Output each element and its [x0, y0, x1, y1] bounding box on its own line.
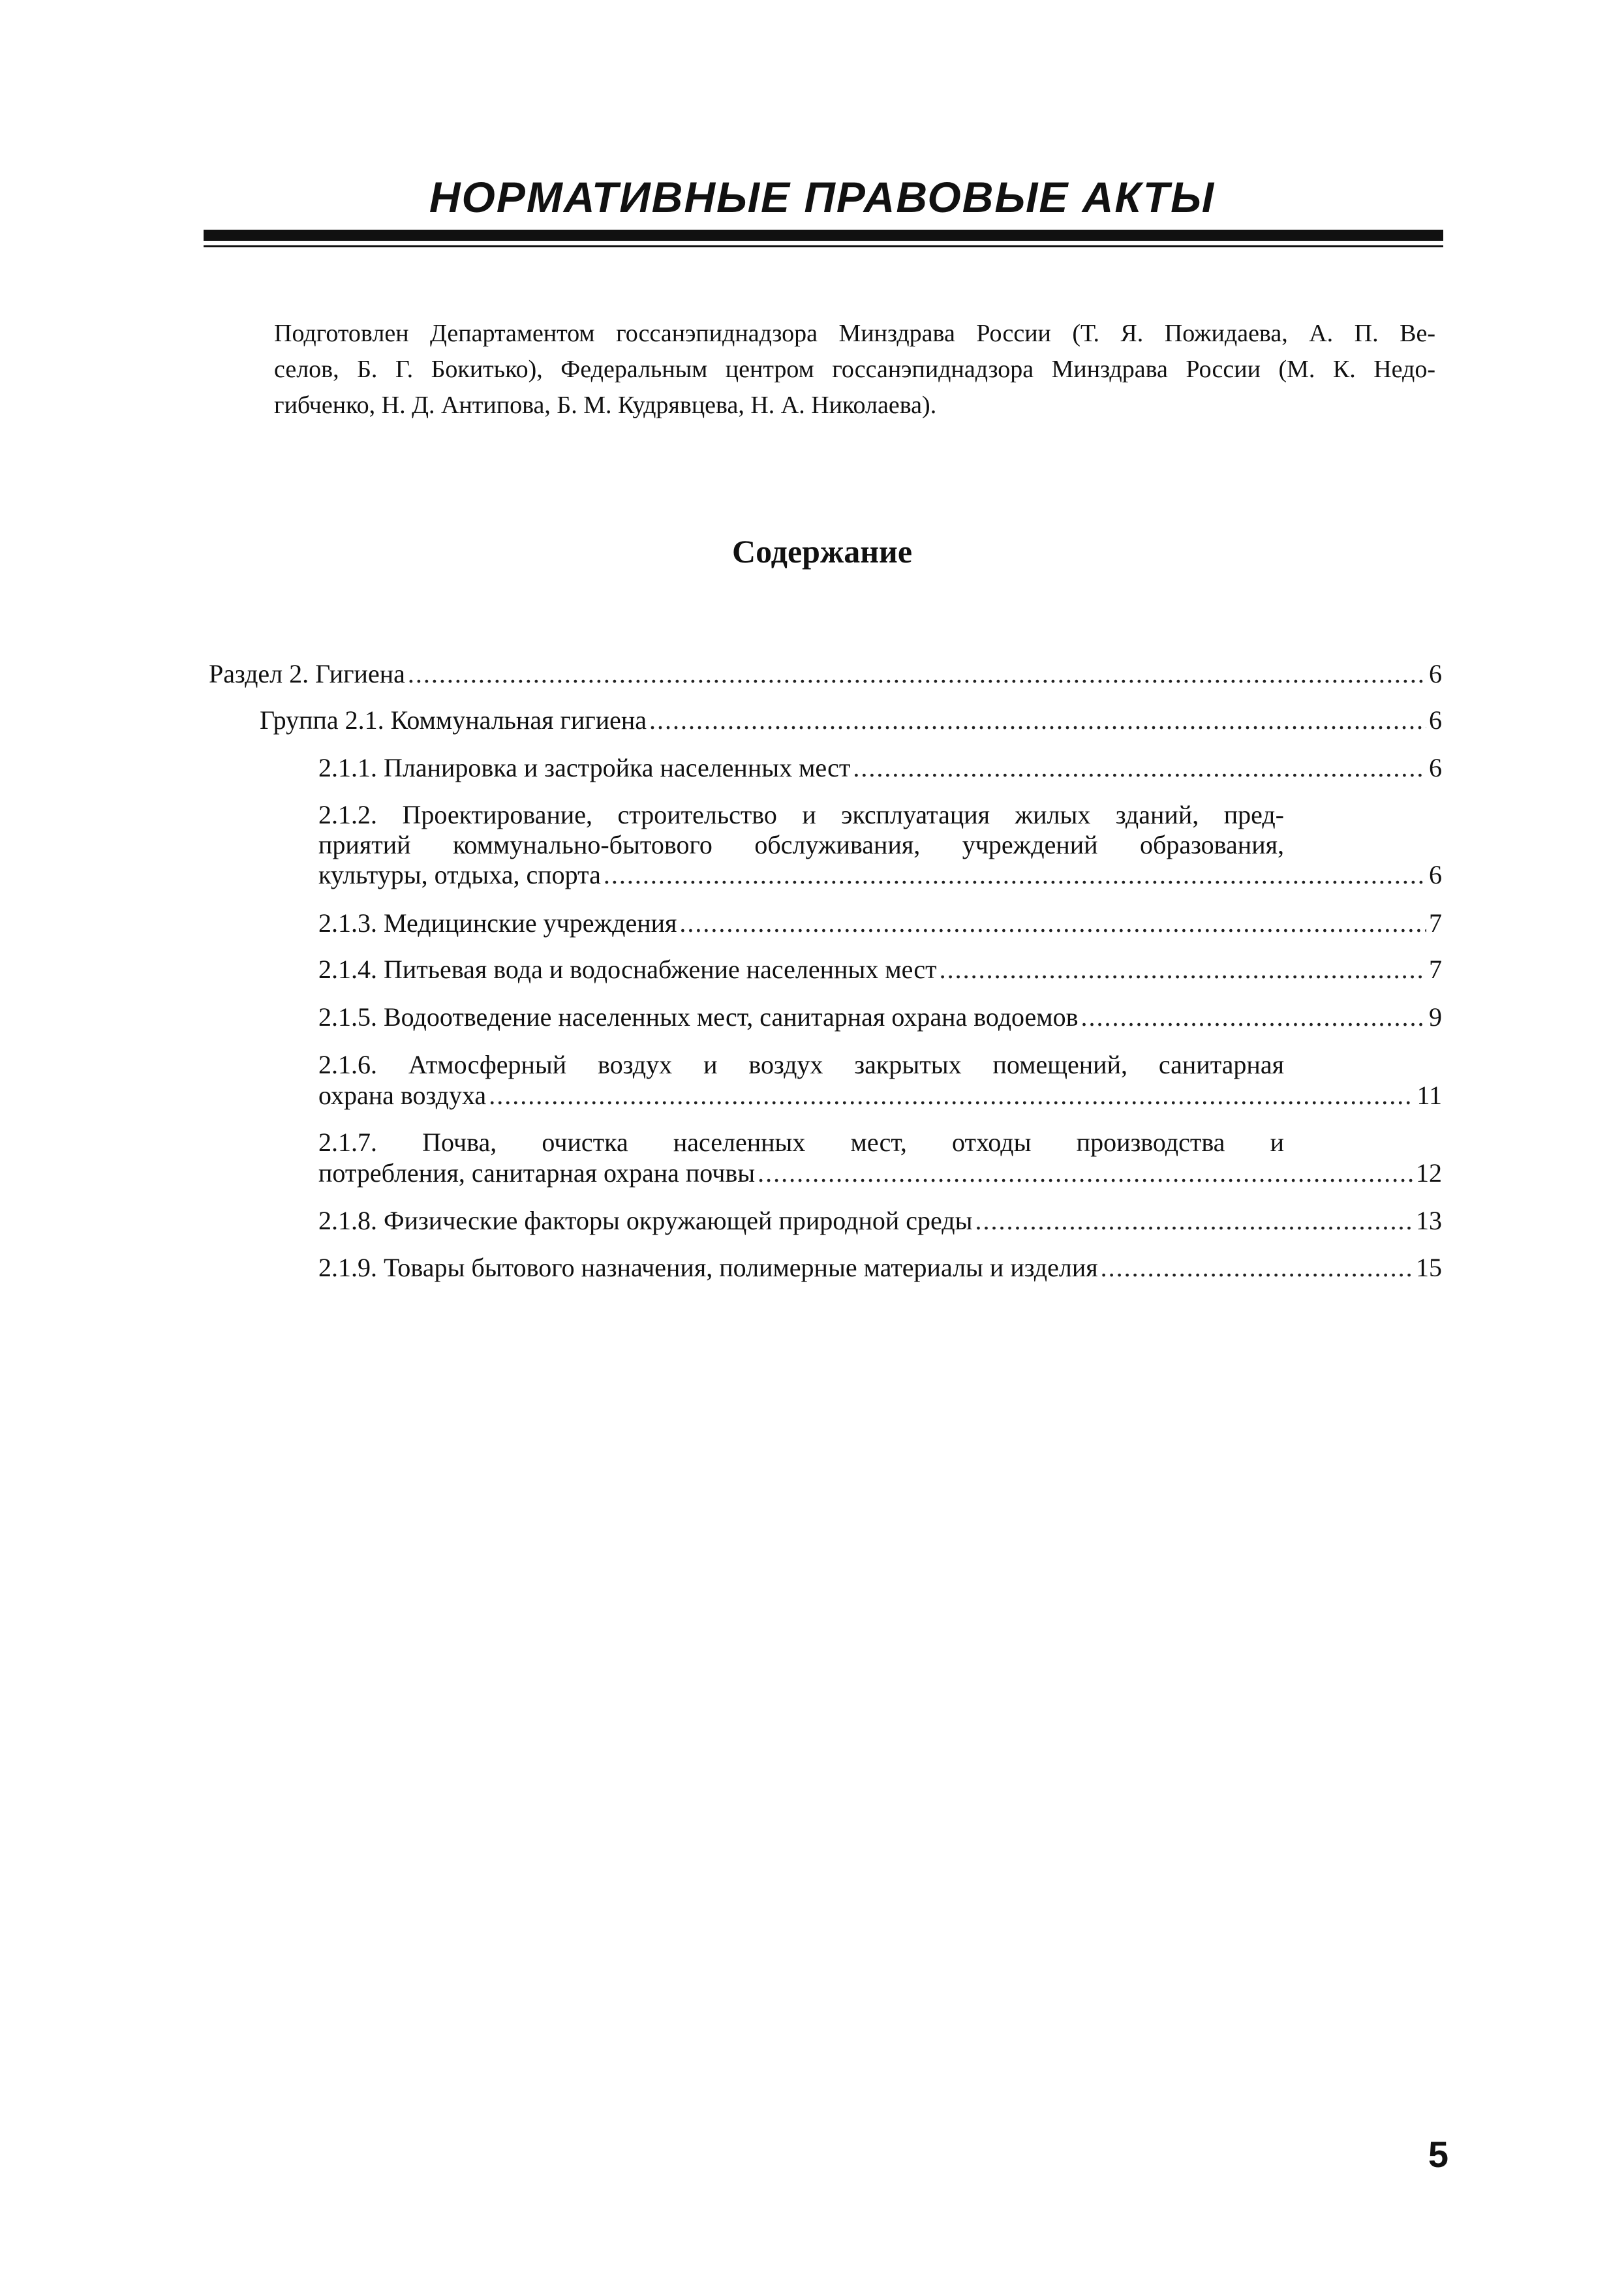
toc-leader-dots: [853, 753, 1426, 783]
toc-entry[interactable]: [318, 908, 1442, 938]
toc-entry-label: потребления, санитарная охрана почвы: [318, 1158, 756, 1188]
toc-entry-page: 11: [1417, 1081, 1442, 1110]
toc-entry[interactable]: [318, 1002, 1442, 1032]
prepared-by-line: гибченко, Н. Д. Антипова, Б. М. Кудрявцева, Н. А. Николаева).: [274, 392, 937, 419]
toc-leader-dots: [940, 955, 1426, 985]
toc-entry-label: Группа 2.1. Коммунальная гигиена: [260, 705, 647, 735]
toc-entry-label: 2.1.4. Питьевая вода и водоснабжение населенных мест: [318, 955, 937, 984]
toc-leader-dots: [758, 1158, 1413, 1188]
toc-leader-dots: [604, 860, 1426, 890]
toc-entry-page: 13: [1416, 1206, 1442, 1235]
toc-leader-dots: [649, 705, 1426, 735]
section-header-title: НОРМАТИВНЫЕ ПРАВОВЫЕ АКТЫ: [429, 173, 1216, 221]
toc-entry-label: охрана воздуха: [318, 1081, 487, 1110]
toc-entry-continued-line: 2.1.2. Проектирование, строительство и эксплуатация жилых зданий, пред-: [318, 800, 1284, 829]
contents-heading: Содержание: [731, 533, 913, 570]
toc-entry-continued-line: 2.1.7. Почва, очистка населенных мест, отходы производства и: [318, 1128, 1284, 1157]
toc-entry[interactable]: [318, 1158, 1442, 1188]
toc-entry-page: 6: [1429, 705, 1442, 735]
toc-entry-label: Раздел 2. Гигиена: [209, 659, 405, 688]
prepared-by-paragraph: [274, 316, 1435, 423]
toc-entry-continued-line: 2.1.6. Атмосферный воздух и воздух закрытых помещений, санитарная: [318, 1050, 1284, 1079]
toc-entry-label: 2.1.9. Товары бытового назначения, полимерные материалы и изделия: [318, 1253, 1098, 1282]
toc-entry[interactable]: [318, 753, 1442, 783]
toc-entry-page: 15: [1416, 1253, 1442, 1282]
toc-entry[interactable]: [260, 705, 1442, 735]
header-rule-thin: [204, 245, 1443, 247]
toc-entry-page: 6: [1429, 753, 1442, 782]
toc-entry-page: 7: [1429, 908, 1442, 938]
toc-leader-dots: [975, 1206, 1413, 1236]
toc-entry-page: 6: [1429, 860, 1442, 889]
toc-entry-page: 6: [1429, 659, 1442, 688]
prepared-by-line: селов, Б. Г. Бокитько), Федеральным центром госсанэпиднадзора Минздрава России (М. К. Недо-: [274, 356, 1435, 383]
toc-entry-continued-line: приятий коммунально-бытового обслуживания, учреждений образования,: [318, 830, 1284, 859]
page-number: 5: [1428, 2134, 1448, 2175]
toc-entry-page: 12: [1416, 1158, 1442, 1188]
toc-leader-dots: [679, 908, 1426, 938]
toc-entry-page: 9: [1429, 1002, 1442, 1032]
toc-leader-dots: [1081, 1002, 1427, 1032]
toc-entry-page: 7: [1429, 955, 1442, 984]
toc-leader-dots: [408, 659, 1426, 689]
toc-entry[interactable]: [209, 659, 1442, 689]
toc-leader-dots: [489, 1081, 1414, 1111]
toc-entry-label: 2.1.5. Водоотведение населенных мест, санитарная охрана водоемов: [318, 1002, 1079, 1032]
toc-entry-label: 2.1.1. Планировка и застройка населенных мест: [318, 753, 851, 782]
toc-entry-label: культуры, отдыха, спорта: [318, 860, 601, 889]
toc-entry[interactable]: [318, 860, 1442, 890]
header-rule-thick: [204, 230, 1443, 241]
toc-entry[interactable]: [318, 1081, 1442, 1111]
toc-leader-dots: [1101, 1253, 1413, 1283]
toc-entry[interactable]: [318, 1206, 1442, 1236]
toc-entry[interactable]: [318, 955, 1442, 985]
prepared-by-line: Подготовлен Департаментом госсанэпиднадзора Минздрава России (Т. Я. Пожидаева, А. П. Ве-: [274, 320, 1435, 347]
toc-entry[interactable]: [318, 1253, 1442, 1283]
toc-entry-label: 2.1.3. Медицинские учреждения: [318, 908, 677, 938]
toc-entry-label: 2.1.8. Физические факторы окружающей природной среды: [318, 1206, 973, 1235]
